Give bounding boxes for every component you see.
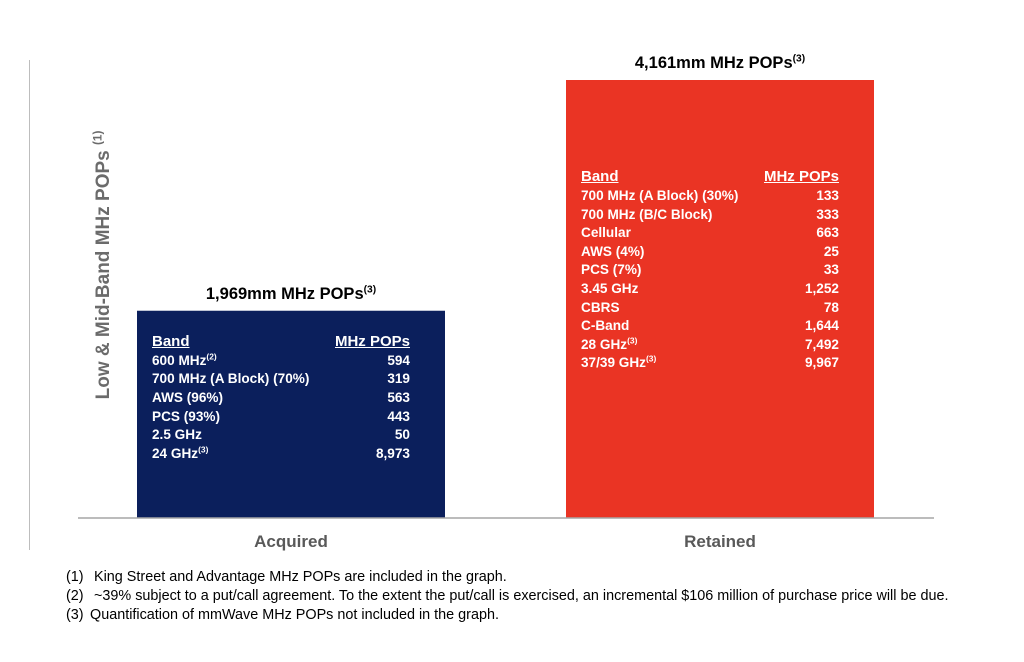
band-name: C-Band [581,318,630,334]
band-table-header [152,331,410,352]
band-row [581,206,839,225]
mhz-pops-column-header: MHz POPs [763,168,839,185]
band-value: 9,967 [804,355,839,371]
band-row [581,317,839,336]
footnote-ref: (3) [627,335,638,346]
band-value: 594 [387,352,410,368]
acquired-band-table [152,331,410,464]
band-name: 700 MHz (A Block) (70%) [152,371,310,387]
band-value: 443 [387,408,410,424]
footnote-3: (3) Quantification of mmWave MHz POPs not included in the graph. [66,607,499,623]
band-value: 50 [394,427,410,443]
retained-band-table [581,166,839,373]
band-value: 663 [816,225,839,241]
footnote-ref: (2) [206,351,217,362]
band-row [152,389,410,408]
category-label-retained: Retained [684,532,756,551]
band-name: 700 MHz (A Block) (30%) [581,188,739,203]
band-value: 333 [816,206,839,222]
band-value: 7,492 [804,336,839,352]
band-value: 33 [823,262,839,278]
band-row [581,336,839,355]
band-name: 37/39 GHz$^{(3)}$ [581,353,657,371]
band-name: AWS (4%) [581,243,645,259]
band-row [581,280,839,299]
y-axis-label: Low & Mid-Band MHz POPs $^{(1)}$ [91,130,114,400]
band-table-header [581,166,839,187]
band-name: AWS (96%) [152,389,224,405]
band-value: 1,252 [804,280,839,296]
band-row [152,408,410,427]
band-name: 3.45 GHz [581,280,639,296]
band-column-header: Band [581,168,619,185]
band-name: 700 MHz (B/C Block) [581,206,713,222]
footnotes [66,568,996,625]
band-value: 8,973 [375,445,410,461]
band-name: 28 GHz$^{(3)}$ [581,335,638,352]
band-name: 2.5 GHz [152,427,202,443]
band-row [581,261,839,280]
band-name: PCS (93%) [152,408,220,424]
band-row [152,426,410,445]
mhz-pops-column-header: MHz POPs [334,332,410,350]
band-value: 78 [823,299,839,315]
band-row [152,370,410,389]
band-row [152,445,410,464]
band-row [152,352,410,371]
band-value: 25 [823,243,839,259]
footnote-ref: (3) [645,353,657,364]
band-value: 563 [387,389,410,405]
band-name: 24 GHz$^{(3)}$ [152,444,209,461]
category-label-acquired: Acquired [254,532,328,551]
band-value: 133 [816,188,839,203]
band-row [581,354,839,373]
band-row [581,299,839,318]
band-row [581,187,839,206]
footnote-2: (2) ~39% subject to a put/call agreement. To the extent the put/call is exercised, an incremental $106 million of purchase price will be due. [66,588,949,604]
footnote-1: (1) King Street and Advantage MHz POPs are included in the graph. [66,569,507,585]
band-name: PCS (7%) [581,262,642,278]
bar-total-label-retained: 4,161mm MHz POPs$^{(3)}$ [634,53,806,72]
band-name: CBRS [581,299,620,315]
band-column-header: Band [152,332,190,350]
band-name: Cellular [581,225,631,241]
bar-total-label-acquired: 1,969mm MHz POPs$^{(3)}$ [205,284,377,303]
band-name: 600 MHz$^{(2)}$ [152,351,217,368]
footnote-ref: (3) [198,444,209,455]
band-row [581,224,839,243]
band-row [581,243,839,262]
band-value: 319 [387,371,410,387]
band-value: 1,644 [804,318,839,334]
